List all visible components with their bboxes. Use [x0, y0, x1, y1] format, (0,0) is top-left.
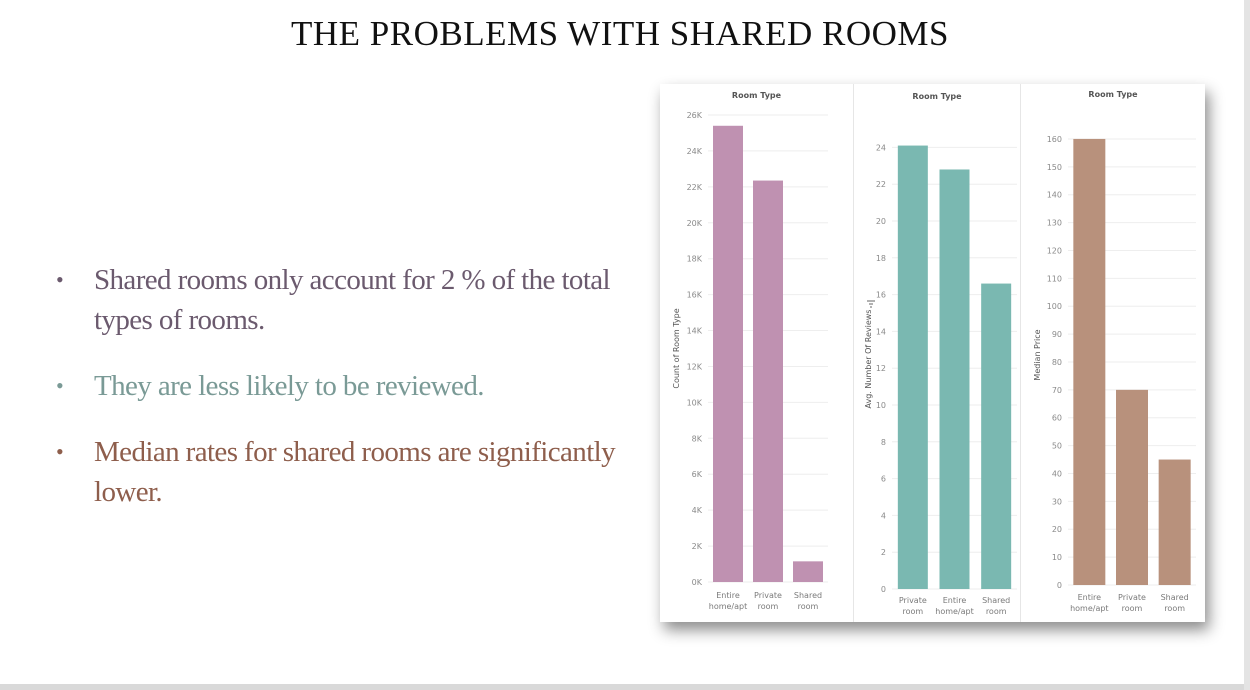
y-tick-label: 12 — [875, 364, 886, 374]
chart-title: Room Type — [1088, 90, 1138, 99]
charts-svg — [660, 84, 1205, 622]
bar — [793, 561, 823, 582]
y-tick-label: 0 — [880, 585, 886, 594]
y-tick-label: 0 — [1056, 581, 1062, 590]
x-tick-label: Shared — [1160, 593, 1189, 602]
x-tick-label: room — [985, 607, 1007, 616]
y-tick-label: 10K — [686, 398, 702, 408]
bar — [898, 146, 928, 589]
y-tick-label: 16K — [686, 290, 702, 300]
y-tick-label: 4K — [691, 506, 702, 516]
y-tick-label: 140 — [1046, 190, 1062, 200]
x-tick-label: home/apt — [935, 607, 974, 616]
y-tick-label: 2K — [691, 542, 702, 552]
x-tick-label: room — [1164, 604, 1186, 613]
y-tick-label: 70 — [1051, 385, 1062, 395]
bar — [981, 284, 1011, 589]
x-tick-label: Private — [1118, 593, 1146, 602]
y-tick-label: 12K — [686, 362, 702, 372]
bullet-list — [56, 260, 616, 538]
bullet-dot: • — [56, 373, 64, 398]
y-axis-label: Avg. Number Of Reviews — [864, 309, 873, 409]
x-tick-label: Shared — [793, 591, 823, 600]
y-tick-label: 24 — [875, 143, 886, 153]
y-tick-label: 40 — [1051, 469, 1062, 479]
bar — [1073, 139, 1105, 585]
y-tick-label: 120 — [1046, 246, 1062, 256]
bullet-text: Shared rooms only account for 2 % of the total types of rooms. — [94, 264, 611, 336]
y-tick-label: 150 — [1046, 162, 1062, 172]
x-tick-label: room — [757, 602, 779, 611]
slide-bottom-border — [0, 684, 1250, 690]
bullet-dot: • — [56, 439, 64, 464]
y-tick-label: 14K — [686, 326, 702, 336]
y-tick-label: 8K — [691, 434, 702, 444]
bullet-dot: • — [56, 267, 64, 292]
y-tick-label: 10 — [875, 401, 886, 410]
y-tick-label: 130 — [1046, 218, 1062, 228]
y-tick-label: 16 — [875, 290, 886, 300]
chart-title: Room Type — [731, 91, 782, 100]
y-tick-label: 24K — [686, 146, 702, 156]
x-tick-label: home/apt — [1070, 604, 1109, 613]
y-tick-label: 60 — [1051, 413, 1062, 423]
y-axis-label: Median Price — [1033, 329, 1042, 381]
y-axis-label: Count of Room Type — [672, 308, 681, 389]
chart-dashboard — [660, 84, 1205, 622]
y-tick-label: 160 — [1046, 134, 1062, 144]
x-tick-label: Private — [754, 591, 782, 600]
bar — [1116, 390, 1148, 585]
y-tick-label: 100 — [1046, 302, 1062, 312]
bar — [1159, 460, 1191, 585]
y-tick-label: 8 — [880, 437, 886, 447]
bullet-item-shared-share — [56, 260, 616, 340]
x-tick-label: home/apt — [708, 602, 748, 611]
bar — [753, 181, 783, 582]
y-tick-label: 26K — [686, 111, 702, 120]
chart-title: Room Type — [912, 92, 962, 101]
x-tick-label: room — [902, 607, 924, 616]
x-tick-label: Shared — [982, 596, 1011, 605]
y-tick-label: 80 — [1051, 357, 1062, 367]
y-tick-label: 22K — [686, 182, 702, 192]
y-tick-label: 4 — [880, 511, 886, 521]
x-tick-label: Entire — [716, 591, 740, 600]
y-tick-label: 110 — [1046, 274, 1062, 284]
bullet-item-reviews — [56, 366, 616, 406]
x-tick-label: Entire — [942, 596, 967, 605]
y-tick-label: 90 — [1051, 330, 1062, 340]
y-tick-label: 18 — [875, 253, 886, 263]
y-tick-label: 10 — [1051, 553, 1062, 563]
y-tick-label: 6 — [880, 474, 886, 484]
slide-title: THE PROBLEMS WITH SHARED ROOMS — [290, 14, 950, 53]
bullet-text: Median rates for shared rooms are significantly lower. — [94, 436, 616, 508]
y-tick-label: 20K — [686, 218, 702, 228]
x-tick-label: Private — [898, 596, 927, 605]
x-tick-label: Entire — [1077, 593, 1102, 602]
bar — [940, 169, 970, 589]
bullet-text: They are less likely to be reviewed. — [94, 370, 484, 402]
x-tick-label: room — [1121, 604, 1143, 613]
y-tick-label: 20 — [875, 217, 886, 226]
slide-right-border — [1244, 0, 1250, 690]
y-tick-label: 20 — [1051, 525, 1062, 535]
bar — [713, 126, 743, 582]
y-tick-label: 2 — [880, 548, 886, 558]
bullet-item-median-rates — [56, 432, 616, 512]
y-tick-label: 6K — [691, 470, 702, 480]
y-tick-label: 30 — [1051, 497, 1062, 507]
y-tick-label: 22 — [875, 180, 886, 190]
y-tick-label: 18K — [686, 254, 702, 264]
x-tick-label: room — [797, 602, 819, 611]
y-tick-label: 0K — [691, 578, 702, 587]
y-tick-label: 50 — [1051, 441, 1062, 451]
y-tick-label: 14 — [875, 327, 886, 337]
